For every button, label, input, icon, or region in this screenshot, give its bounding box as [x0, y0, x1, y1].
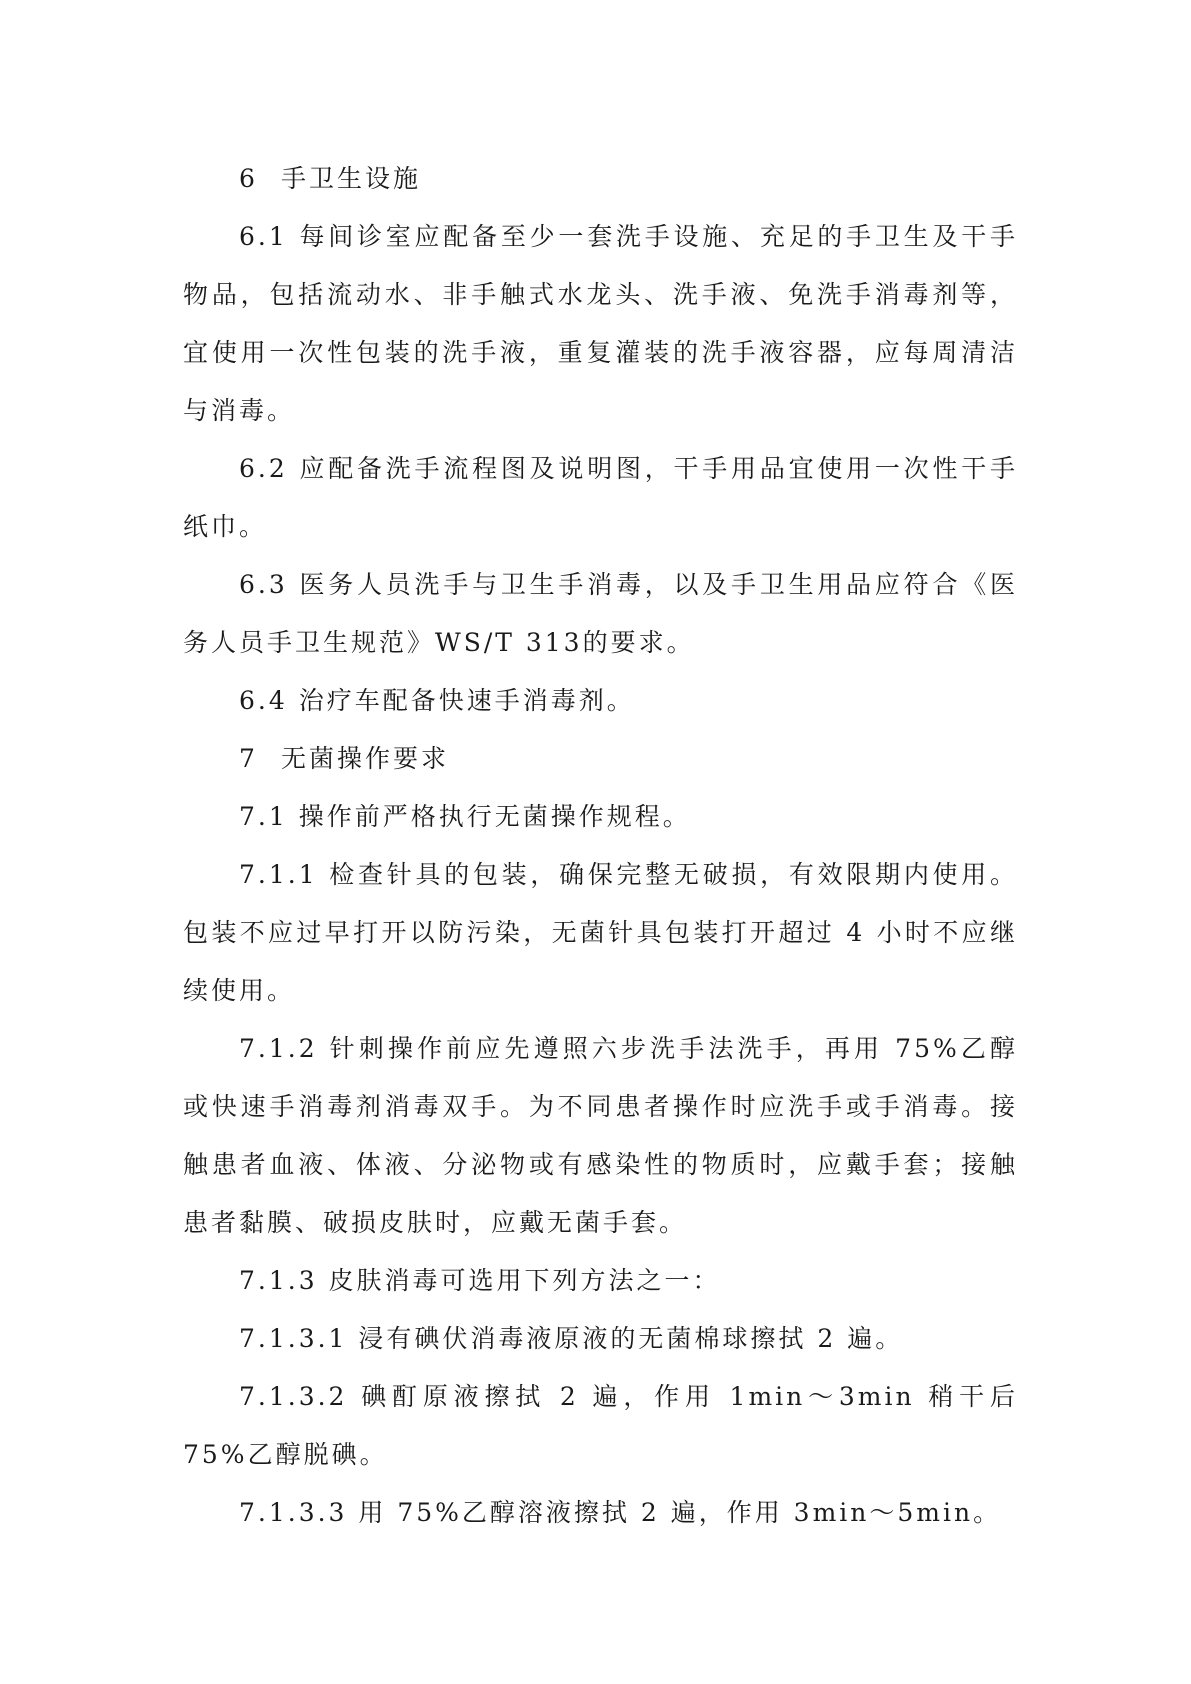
paragraph-7-1-3-3: 7.1.3.3 用 75%乙醇溶液擦拭 2 遍，作用 3min～5min。	[239, 1498, 1002, 1527]
section-number: 6	[239, 164, 258, 193]
section-number: 7	[239, 744, 258, 773]
section-title: 无菌操作要求	[281, 744, 450, 773]
paragraph-7-1-3-2: 7.1.3.2 碘酊原液擦拭 2 遍，作用 1min～3min 稍干后 75%乙醇脱碘。	[183, 1382, 1018, 1469]
paragraph-7-1-3: 7.1.3 皮肤消毒可选用下列方法之一：	[239, 1266, 721, 1295]
paragraph-7-1-2: 7.1.2 针刺操作前应先遵照六步洗手法洗手，再用 75%乙醇或快速手消毒剂消毒双手。为不同患者操作时应洗手或手消毒。接触患者血液、体液、分泌物或有感染性的物质时，应戴手套；接触患者黏膜、破损皮肤时，应戴无菌手套。	[183, 1034, 1018, 1237]
paragraph-6-2: 6.2 应配备洗手流程图及说明图，干手用品宜使用一次性干手纸巾。	[183, 454, 1018, 541]
section-heading-6	[183, 150, 1018, 208]
paragraph-6-1: 6.1 每间诊室应配备至少一套洗手设施、充足的手卫生及干手物品，包括流动水、非手触式水龙头、洗手液、免洗手消毒剂等，宜使用一次性包装的洗手液，重复灌装的洗手液容器，应每周清洁与消毒。	[183, 222, 1018, 425]
paragraph-6-4: 6.4 治疗车配备快速手消毒剂。	[239, 686, 635, 715]
section-heading-7	[183, 730, 1018, 788]
paragraph-7-1-3-1: 7.1.3.1 浸有碘伏消毒液原液的无菌棉球擦拭 2 遍。	[239, 1324, 904, 1353]
document-page	[183, 150, 1018, 1542]
paragraph-7-1-1: 7.1.1 检查针具的包装，确保完整无破损，有效限期内使用。包装不应过早打开以防污染，无菌针具包装打开超过 4 小时不应继续使用。	[183, 860, 1018, 1005]
section-title: 手卫生设施	[281, 164, 422, 193]
paragraph-6-3: 6.3 医务人员洗手与卫生手消毒，以及手卫生用品应符合《医务人员手卫生规范》WS/T 313的要求。	[183, 570, 1018, 657]
paragraph-7-1: 7.1 操作前严格执行无菌操作规程。	[239, 802, 691, 831]
